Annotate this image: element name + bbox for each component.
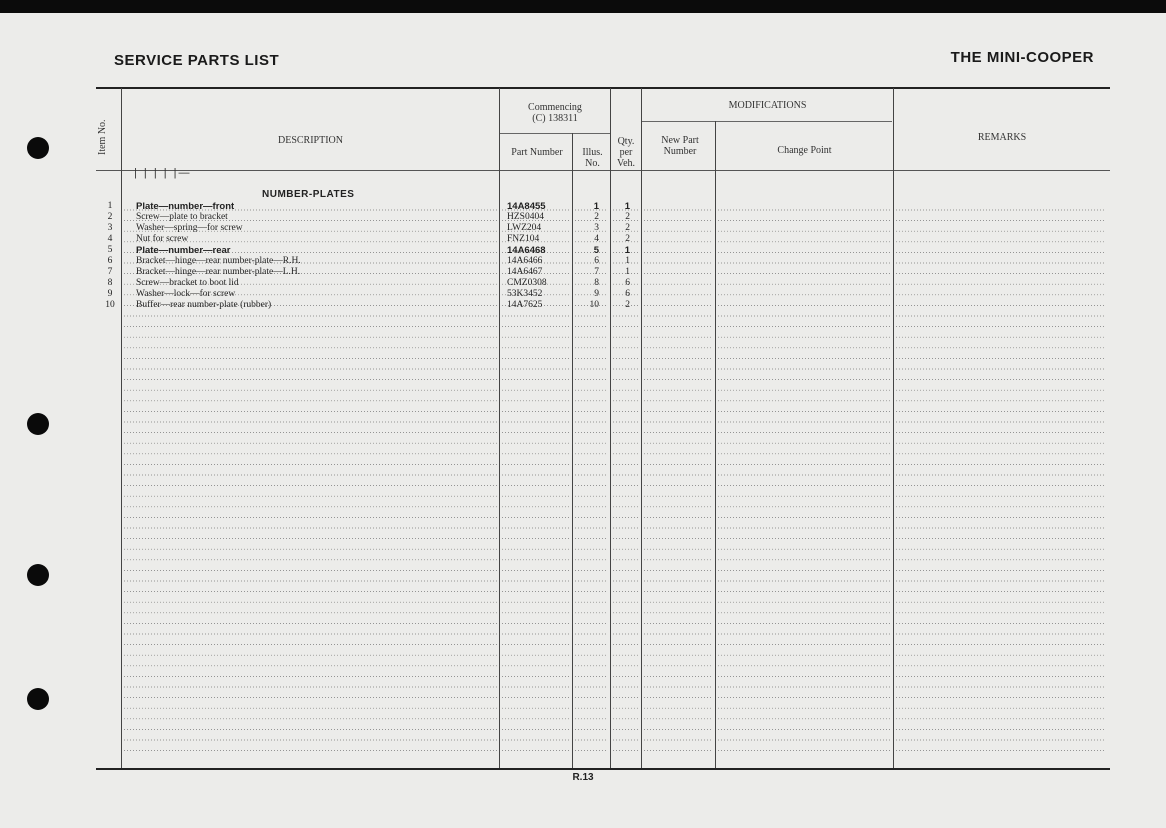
item-number: 9 [107,289,113,299]
part-number: FNZ104 [507,234,540,244]
illus-number: 9 [594,289,599,299]
item-no-header: Item No. [97,119,108,155]
quantity: 2 [625,212,630,222]
description-header: DESCRIPTION [277,135,343,146]
item-number: 3 [107,223,113,233]
quantity: 1 [625,256,630,266]
item-number: 5 [107,245,113,255]
commencing-header: Commencing [528,102,582,113]
description: Screw—plate to bracket [136,212,228,222]
description: Plate—number—rear [136,245,231,256]
part-number: CMZ0308 [507,278,547,288]
table-row [0,223,1166,234]
description: Washer—spring—for screw [136,223,243,233]
table-row [0,300,1166,311]
quantity: 1 [625,267,630,277]
part-number: 14A6467 [507,267,543,277]
modifications-header: MODIFICATIONS [728,100,807,111]
change-point-header: Change Point [777,145,832,156]
vehicle-title: THE MINI-COOPER [950,49,1094,66]
quantity: 1 [624,201,630,212]
table-row [0,278,1166,289]
quantity: 2 [625,234,630,244]
item-number: 8 [107,278,113,288]
qty-header: Qty. per Veh. [616,136,636,169]
illus-number: 1 [593,201,599,212]
quantity: 6 [625,278,630,288]
illus-number: 2 [594,212,599,222]
illus-number: 6 [594,256,599,266]
quantity: 2 [625,223,630,233]
item-number: 4 [107,234,113,244]
page-number: R.13 [572,772,594,783]
illus-number: 5 [593,245,599,256]
table-row [0,201,1166,212]
item-number: 2 [107,212,113,222]
illus-no-header: Illus. No. [582,147,603,169]
illus-number: 7 [594,267,599,277]
illus-number: 3 [594,223,599,233]
description: Screw—bracket to boot lid [136,278,239,288]
new-part-number-header: New Part Number [661,135,699,157]
remarks-header: REMARKS [977,132,1027,143]
description: Buffer—rear number-plate (rubber) [136,300,272,310]
part-number: LWZ204 [507,223,542,233]
description: Bracket—hinge—rear number-plate—R.H. [136,256,301,266]
table-row [0,234,1166,245]
quantity: 1 [624,245,630,256]
illus-number: 8 [594,278,599,288]
quantity: 6 [625,289,630,299]
section-heading: NUMBER-PLATES [262,189,355,200]
indent-ruler: | | | | |— [134,167,192,179]
description: Nut for screw [136,234,189,244]
part-number: HZS0404 [507,212,544,222]
description: Washer—lock—for screw [136,289,236,299]
item-number: 7 [107,267,113,277]
table-row [0,245,1166,256]
item-number: 10 [105,300,115,310]
description: Bracket—hinge—rear number-plate—L.H. [136,267,301,277]
table-row [0,267,1166,278]
description: Plate—number—front [136,201,235,212]
part-number: 14A6468 [507,245,546,256]
part-number: 14A6466 [507,256,543,266]
quantity: 2 [625,300,630,310]
item-number: 6 [107,256,113,266]
part-number: 14A7625 [507,300,543,310]
illus-number: 4 [594,234,599,244]
part-number: 14A8455 [507,201,546,212]
illus-number: 10 [589,300,599,310]
table-row [0,289,1166,300]
item-number: 1 [107,201,113,211]
part-number: 53K3452 [507,289,543,299]
page-title: SERVICE PARTS LIST [114,52,280,69]
commencing-sub-header: (C) 138311 [532,113,578,124]
part-number-header: Part Number [511,147,563,158]
table-row [0,212,1166,223]
table-row [0,256,1166,267]
